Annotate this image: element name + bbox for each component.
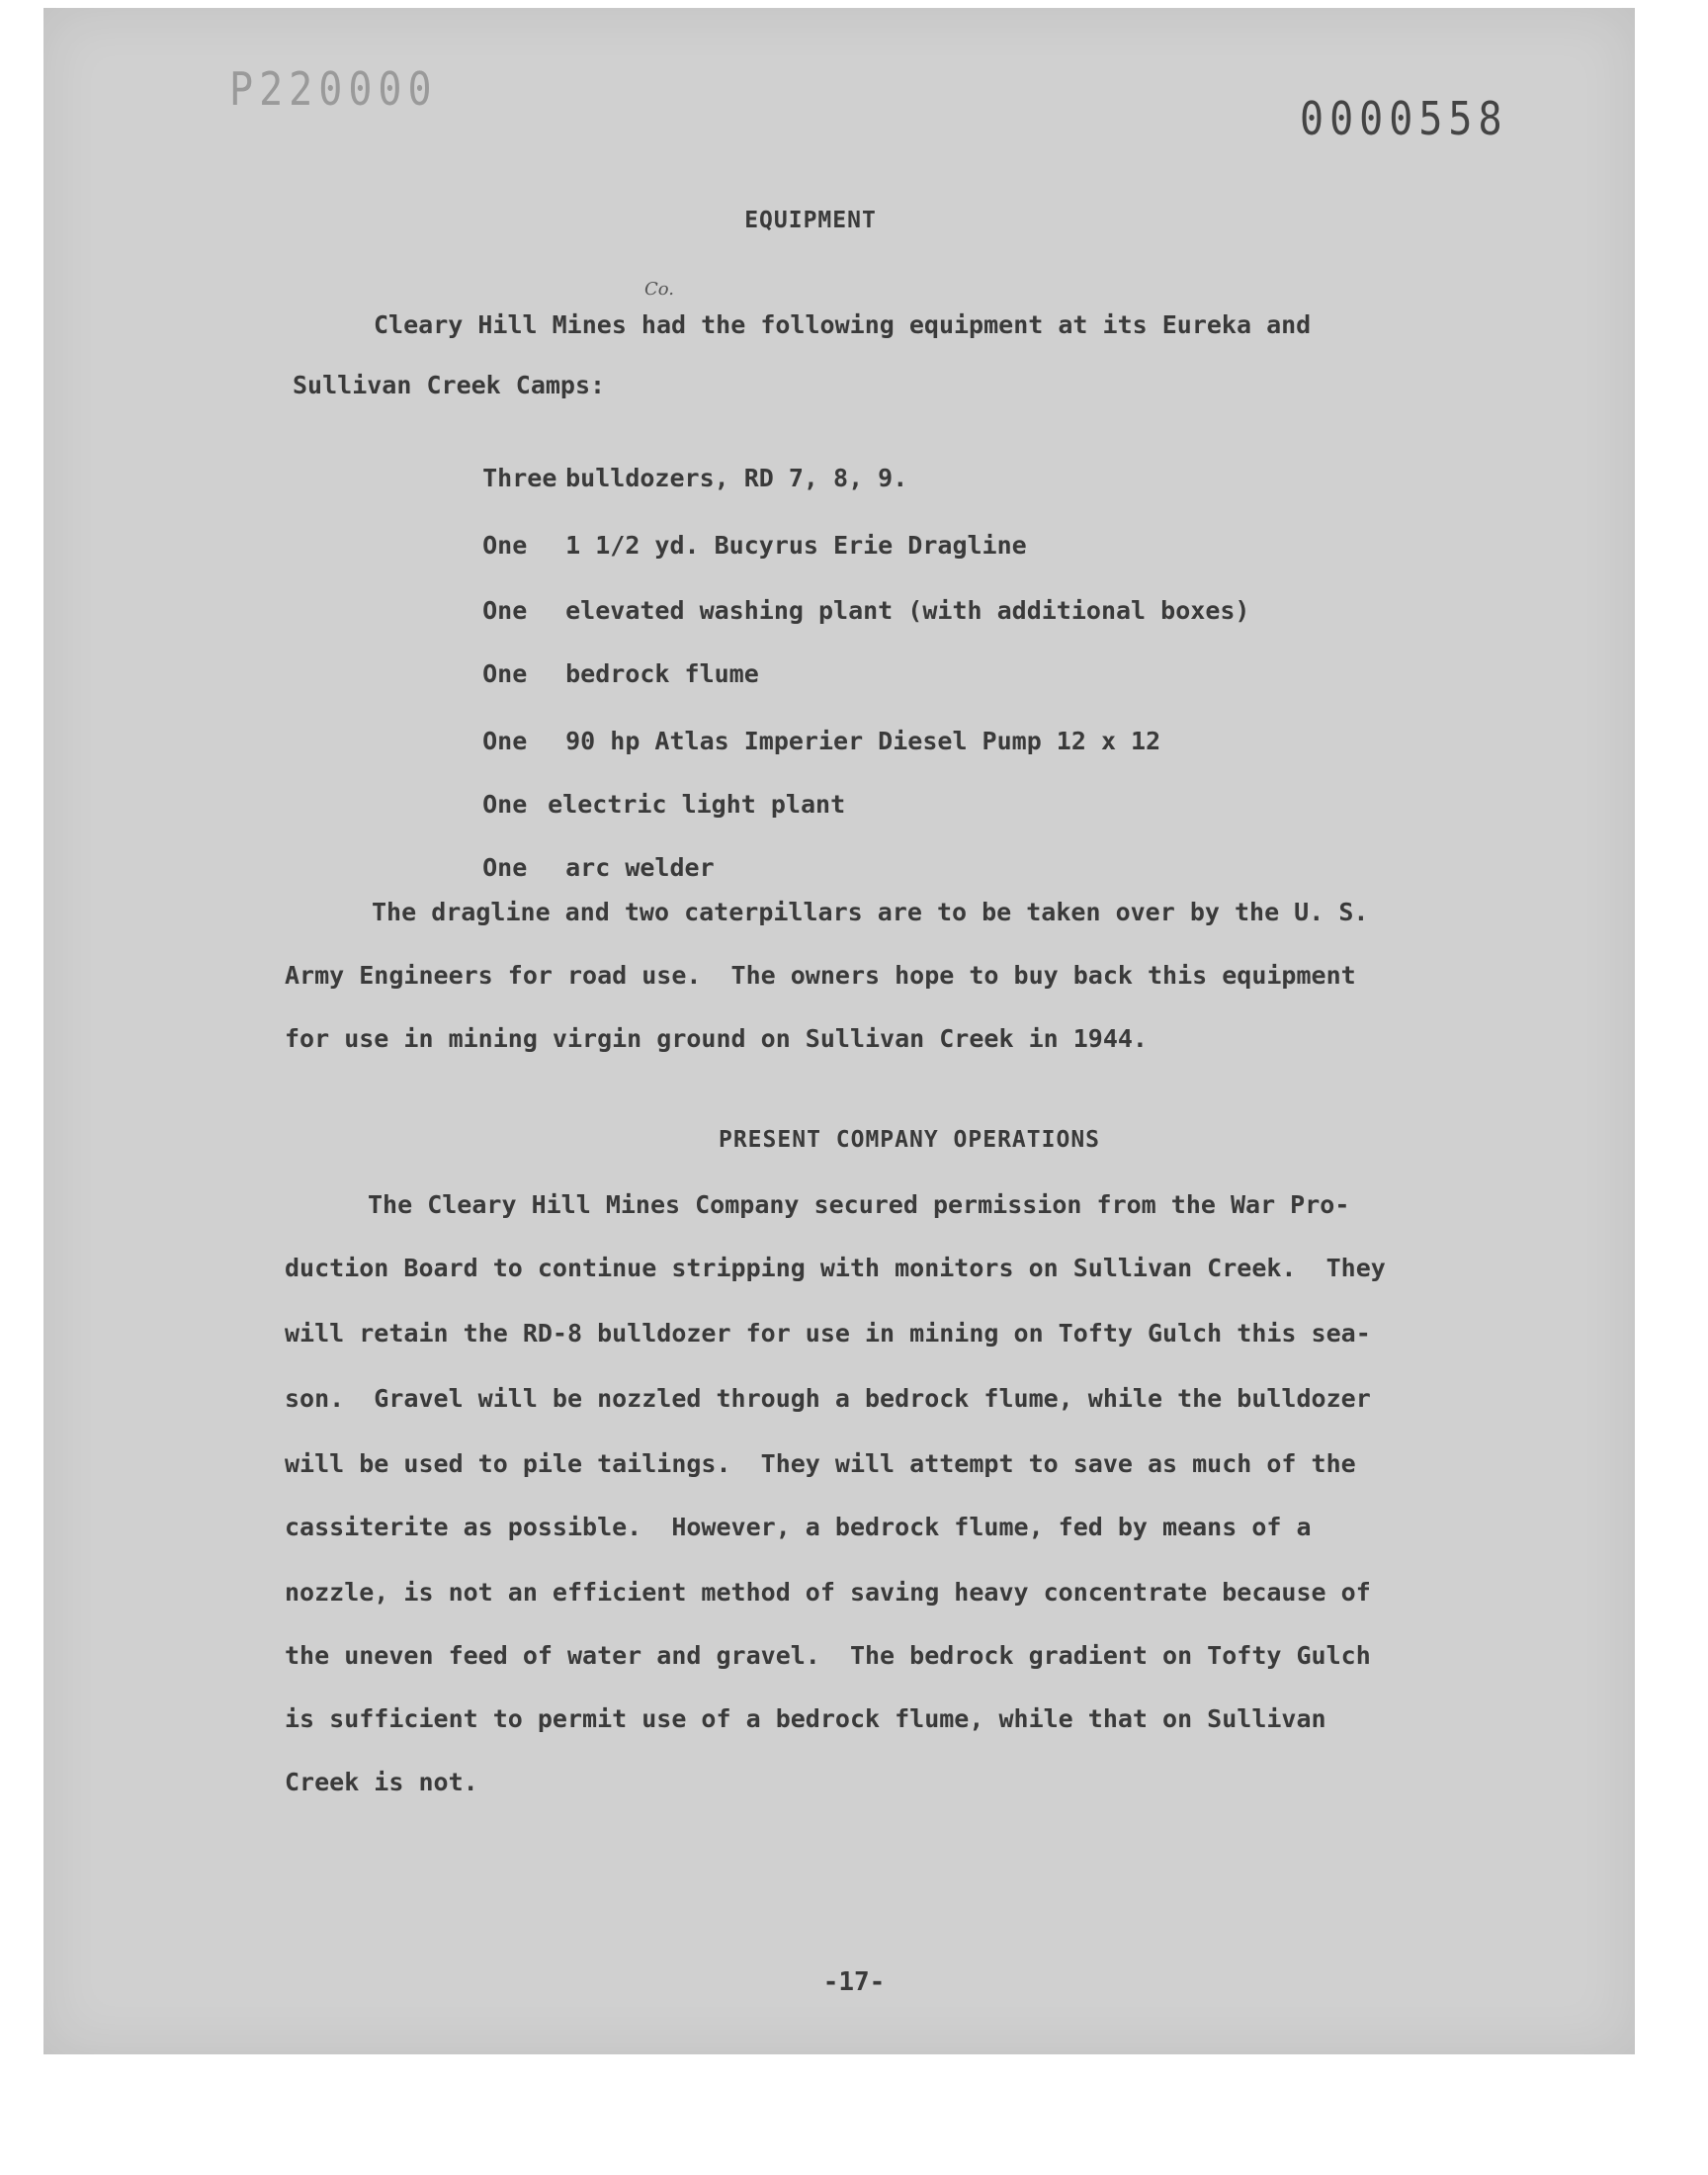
equipment-item-qty: One bbox=[482, 727, 528, 755]
handwritten-annotation: Co. bbox=[644, 279, 675, 300]
operations-line: the uneven feed of water and gravel. The bedrock gradient on Tofty Gulch bbox=[285, 1641, 1371, 1670]
equipment-item-desc: bulldozers, RD 7, 8, 9. bbox=[565, 464, 908, 492]
operations-line: son. Gravel will be nozzled through a bedrock flume, while the bulldozer bbox=[285, 1384, 1371, 1413]
operations-line: The Cleary Hill Mines Company secured permission from the War Pro- bbox=[368, 1190, 1350, 1219]
equipment-item bbox=[453, 698, 1160, 755]
equipment-item bbox=[453, 825, 715, 882]
operations-line: nozzle, is not an efficient method of saving heavy concentrate because of bbox=[285, 1578, 1371, 1607]
page-stamp-faded: P220000 bbox=[229, 63, 438, 117]
equipment-heading: EQUIPMENT bbox=[744, 208, 877, 233]
equipment-closing-line-1: The dragline and two caterpillars are to be taken over by the U. S. bbox=[372, 898, 1369, 926]
equipment-item bbox=[453, 502, 1027, 560]
operations-line: will retain the RD-8 bulldozer for use in mining on Tofty Gulch this sea- bbox=[285, 1319, 1371, 1348]
operations-line: will be used to pile tailings. They will attempt to save as much of the bbox=[285, 1449, 1356, 1478]
equipment-item-desc: bedrock flume bbox=[565, 659, 759, 688]
equipment-item-desc: elevated washing plant (with additional boxes) bbox=[565, 596, 1250, 625]
equipment-item-desc: 90 hp Atlas Imperier Diesel Pump 12 x 12 bbox=[565, 727, 1161, 755]
operations-line: Creek is not. bbox=[285, 1768, 478, 1796]
equipment-closing-line-2: Army Engineers for road use. The owners hope to buy back this equipment bbox=[285, 961, 1356, 990]
equipment-item-qty: One bbox=[482, 531, 528, 560]
equipment-intro-line-2: Sullivan Creek Camps: bbox=[293, 371, 606, 399]
equipment-intro-line-1: Cleary Hill Mines had the following equipment at its Eureka and bbox=[374, 310, 1312, 339]
equipment-item bbox=[453, 761, 845, 819]
equipment-item-desc: 1 1/2 yd. Bucyrus Erie Dragline bbox=[565, 531, 1027, 560]
equipment-item bbox=[453, 435, 907, 492]
operations-line: cassiterite as possible. However, a bedrock flume, fed by means of a bbox=[285, 1513, 1312, 1541]
equipment-item-desc: arc welder bbox=[565, 853, 715, 882]
equipment-item-qty: One bbox=[482, 659, 528, 688]
equipment-item-qty: Three bbox=[482, 464, 557, 492]
equipment-item-qty: One bbox=[482, 790, 528, 819]
equipment-item bbox=[453, 567, 1249, 625]
equipment-item-qty: One bbox=[482, 596, 528, 625]
page-stamp-number: 0000558 bbox=[1300, 93, 1508, 146]
operations-line: is sufficient to permit use of a bedrock flume, while that on Sullivan bbox=[285, 1704, 1326, 1733]
operations-line: duction Board to continue stripping with monitors on Sullivan Creek. They bbox=[285, 1254, 1386, 1282]
equipment-item bbox=[453, 631, 759, 688]
equipment-closing-line-3: for use in mining virgin ground on Sullivan Creek in 1944. bbox=[285, 1024, 1148, 1053]
operations-heading: PRESENT COMPANY OPERATIONS bbox=[718, 1127, 1101, 1153]
page-number: -17- bbox=[822, 1967, 886, 1997]
equipment-item-desc: electric light plant bbox=[548, 790, 846, 819]
equipment-item-qty: One bbox=[482, 853, 528, 882]
